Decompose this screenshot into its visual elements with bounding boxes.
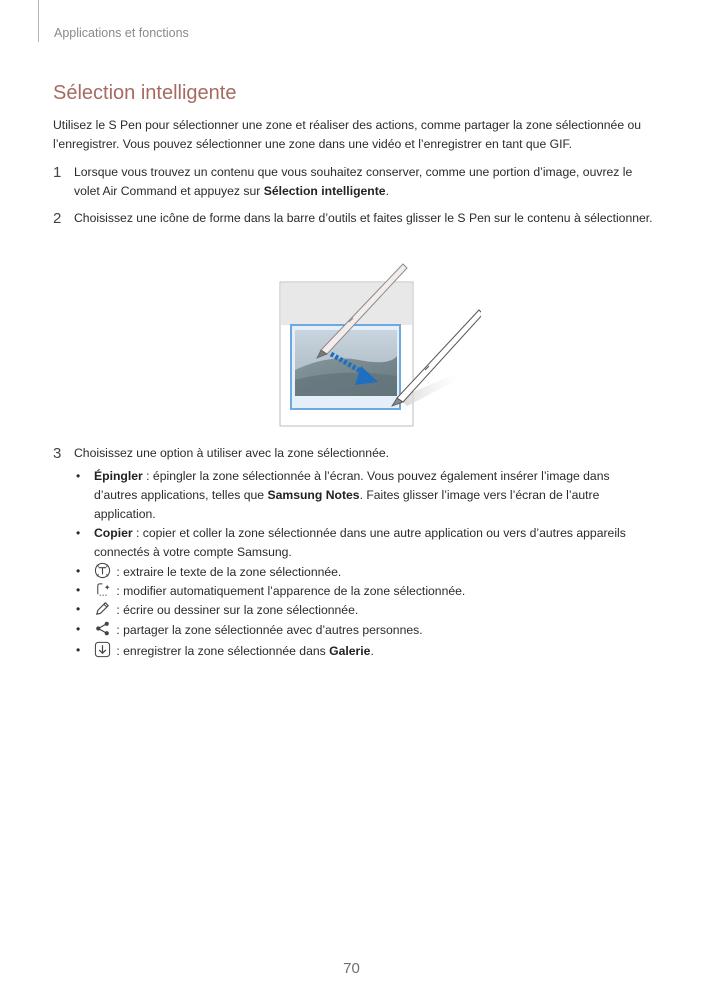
selection-area <box>291 325 400 409</box>
bullet-save: : enregistrer la zone sélectionnée dans Galerie. <box>94 641 654 661</box>
screen-top-area <box>281 283 412 325</box>
save-download-icon <box>94 641 111 658</box>
page-number: 70 <box>343 960 360 977</box>
bullet-marker: • <box>76 602 81 616</box>
step-number-3: 3 <box>53 445 62 462</box>
bullet-marker: • <box>76 583 81 597</box>
pin-label: Épingler <box>94 469 143 483</box>
bullet-marker: • <box>76 564 81 578</box>
smart-select-label: Sélection intelligente <box>263 184 386 198</box>
bullet-marker: • <box>76 526 81 540</box>
auto-enhance-icon <box>94 581 111 598</box>
bullet-extract-text: : extraire le texte de la zone sélectionnée. <box>94 562 654 582</box>
page-title: Sélection intelligente <box>53 82 237 104</box>
step-number-2: 2 <box>53 210 62 227</box>
header-divider <box>38 0 39 42</box>
bullet-share: : partager la zone sélectionnée avec d’autres personnes. <box>94 620 654 640</box>
intro-paragraph: Utilisez le S Pen pour sélectionner une zone et réaliser des actions, comme partager la zone sélectionnée ou l’enregistrer. Vous pouvez sélectionner une zone dans une vidéo et l’enregistrer en tant que GIF. <box>53 118 642 151</box>
text-extract-icon <box>94 562 111 579</box>
share-icon <box>94 620 111 637</box>
step-2-text: Choisissez une icône de forme dans la barre d’outils et faites glisser le S Pen sur le contenu à sélectionner. <box>74 211 653 225</box>
step-3-text: Choisissez une option à utiliser avec la zone sélectionnée. <box>74 446 390 460</box>
step-number-1: 1 <box>53 164 62 181</box>
smart-select-illustration <box>279 258 481 428</box>
gallery-label: Galerie <box>329 644 371 658</box>
bullet-auto-enhance: : modifier automatiquement l’apparence de la zone sélectionnée. <box>94 581 654 601</box>
bullet-marker: • <box>76 643 81 657</box>
bullet-marker: • <box>76 622 81 636</box>
bullet-marker: • <box>76 469 81 483</box>
copy-label: Copier <box>94 526 133 540</box>
samsung-notes-label: Samsung Notes <box>267 488 360 502</box>
section-header: Applications et fonctions <box>54 26 189 40</box>
bullet-draw: : écrire ou dessiner sur la zone sélectionnée. <box>94 600 654 620</box>
bullet-copy: Copier : copier et coller la zone sélectionnée dans une autre application ou vers d’autres appareils connectés à votre compte Samsung. <box>94 526 626 559</box>
step-1-text: Lorsque vous trouvez un contenu que vous souhaitez conserver, comme une portion d’image, ouvrez le volet Air Command et appuyez sur Sélection intelligente. <box>74 165 633 198</box>
pen-draw-icon <box>94 600 111 617</box>
bullet-pin: Épingler : épingler la zone sélectionnée à l’écran. Vous pouvez également insérer l’image dans d’autres applications, telles que Samsung Notes. Faites glisser l’image vers l’écran de l’autre application. <box>94 469 610 521</box>
